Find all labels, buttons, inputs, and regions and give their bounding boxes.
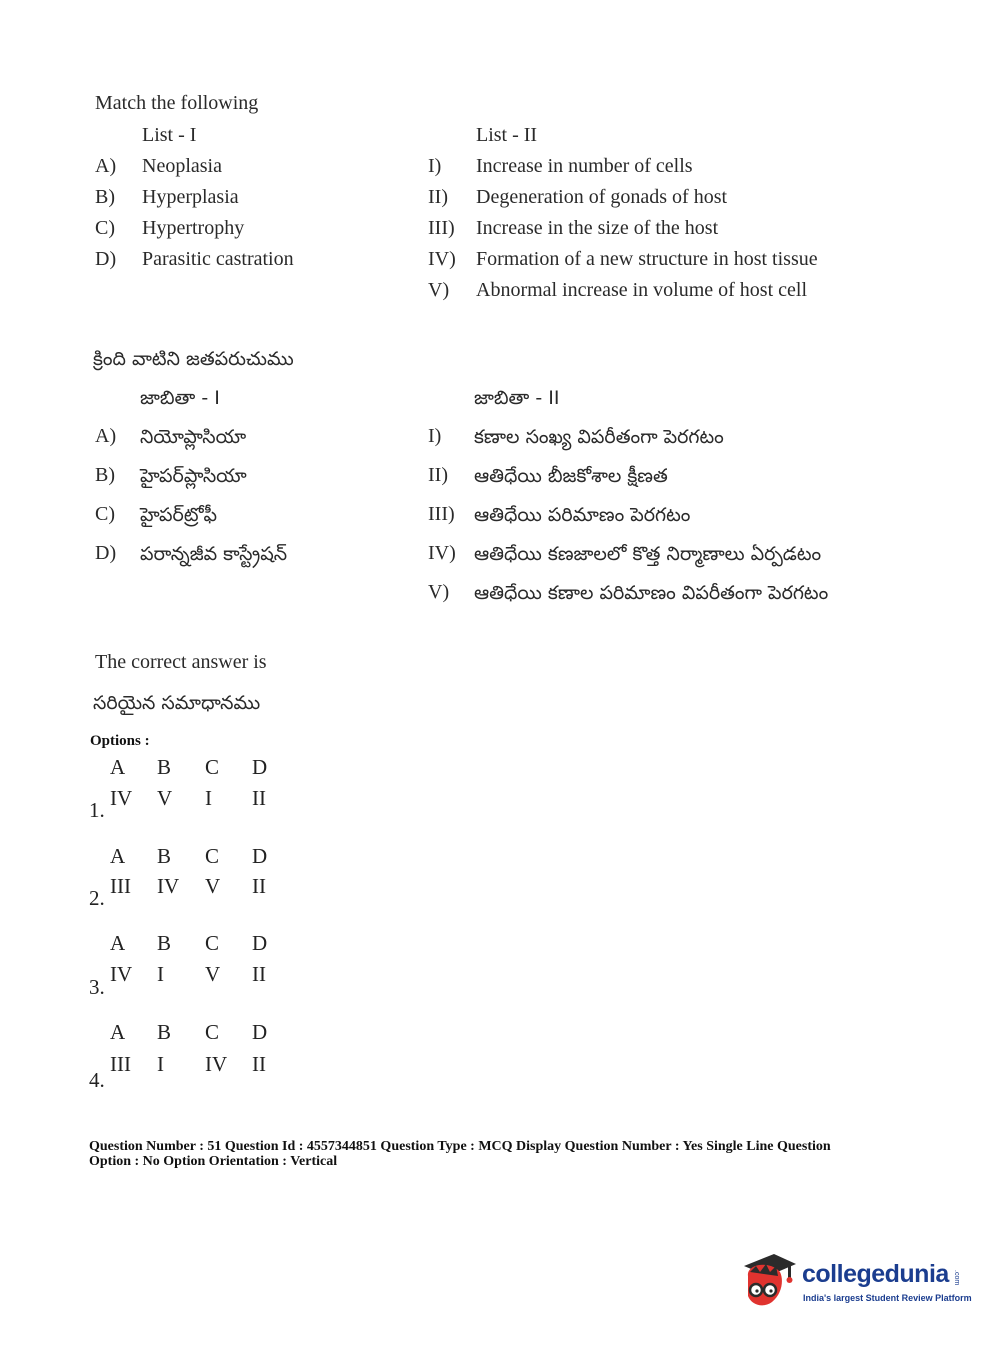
list1-key: D) xyxy=(95,248,117,270)
option-number: 1. xyxy=(89,798,105,822)
option-header: D xyxy=(252,931,268,955)
option-value: III xyxy=(110,874,131,898)
list2-header-en: List - II xyxy=(476,124,538,146)
option-header: C xyxy=(205,755,220,779)
option-value: I xyxy=(205,786,212,810)
logo-tagline: India's largest Student Review Platform xyxy=(803,1293,972,1303)
logo-wordmark: collegedunia xyxy=(802,1260,949,1288)
list2-item: Formation of a new structure in host tissue xyxy=(476,248,818,270)
option-header: A xyxy=(110,1020,126,1044)
option-value: IV xyxy=(110,786,133,810)
option-value: V xyxy=(205,962,221,986)
list1-header-te: జాబితా - I xyxy=(140,387,220,409)
option-value: I xyxy=(157,962,164,986)
option-value: IV xyxy=(110,962,133,986)
logo-suffix: .com xyxy=(953,1270,960,1286)
option-number: 4. xyxy=(89,1068,105,1092)
option-value: IV xyxy=(205,1052,228,1076)
option-header: B xyxy=(157,755,172,779)
option-value: II xyxy=(252,962,266,986)
collegedunia-logo xyxy=(740,1250,970,1314)
list1-key: B) xyxy=(95,186,115,208)
list2-header-te: జాబితా - II xyxy=(474,387,560,409)
option-header: B xyxy=(157,844,172,868)
option-header: C xyxy=(205,1020,220,1044)
option-value: IV xyxy=(157,874,180,898)
options-label: Options : xyxy=(90,733,150,749)
list1-header-en: List - I xyxy=(142,124,197,146)
list2-item: కణాల సంఖ్య విపరీతంగా పెరగటం xyxy=(474,426,724,448)
list2-item: Degeneration of gonads of host xyxy=(476,186,728,208)
list2-key: II) xyxy=(428,464,448,486)
option-header: B xyxy=(157,931,172,955)
answer-prompt-en: The correct answer is xyxy=(95,651,267,673)
option-value: III xyxy=(110,1052,131,1076)
list1-key: D) xyxy=(95,542,117,564)
list1-key: B) xyxy=(95,464,115,486)
list2-key: IV) xyxy=(428,542,456,564)
option-header: D xyxy=(252,1020,268,1044)
list2-key: I) xyxy=(428,425,442,447)
list2-item: Abnormal increase in volume of host cell xyxy=(476,279,808,301)
option-value: V xyxy=(205,874,221,898)
option-value: II xyxy=(252,1052,266,1076)
question-title-te: క్రింది వాటిని జతపరుచుము xyxy=(93,348,294,370)
list1-key: C) xyxy=(95,217,115,239)
list2-key: V) xyxy=(428,581,450,603)
list2-key: II) xyxy=(428,186,448,208)
option-value: II xyxy=(252,874,266,898)
list1-item: Hypertrophy xyxy=(142,217,245,239)
list1-key: C) xyxy=(95,503,115,525)
option-value: II xyxy=(252,786,266,810)
list1-item: Neoplasia xyxy=(142,155,222,177)
option-header: D xyxy=(252,755,268,779)
question-title-en: Match the following xyxy=(95,92,259,114)
option-number: 3. xyxy=(89,975,105,999)
list2-key: III) xyxy=(428,217,455,239)
mascot-icon xyxy=(740,1250,798,1312)
list1-item: Hyperplasia xyxy=(142,186,239,208)
list1-item: నియోప్లాసియా xyxy=(140,426,247,448)
option-header: A xyxy=(110,755,126,779)
list1-item: Parasitic castration xyxy=(142,248,294,270)
option-header: A xyxy=(110,844,126,868)
list1-item: పరాన్నజీవ కాస్ట్రేషన్ xyxy=(140,543,288,565)
option-number: 2. xyxy=(89,886,105,910)
list1-item: హైపర్‌ట్రోఫీ xyxy=(140,504,218,526)
option-header: C xyxy=(205,931,220,955)
list2-item: Increase in the size of the host xyxy=(476,217,719,239)
list1-key: A) xyxy=(95,155,117,177)
list2-item: ఆతిధేయి కణాల పరిమాణం విపరీతంగా పెరగటం xyxy=(474,582,829,604)
list2-item: Increase in number of cells xyxy=(476,155,693,177)
option-value: V xyxy=(157,786,173,810)
question-metadata-line1: Question Number : 51 Question Id : 4557344851 Question Type : MCQ Display Question Number : Yes Single Line Question xyxy=(89,1139,831,1154)
list1-item: హైపర్‌ప్లాసియా xyxy=(140,465,247,487)
list2-item: ఆతిధేయి కణజాలలో కొత్త నిర్మాణాలు ఏర్పడటం xyxy=(474,543,822,565)
option-header: C xyxy=(205,844,220,868)
list1-key: A) xyxy=(95,425,117,447)
option-header: B xyxy=(157,1020,172,1044)
question-metadata-line2: Option : No Option Orientation : Vertical xyxy=(89,1154,338,1169)
list2-key: III) xyxy=(428,503,455,525)
list2-key: V) xyxy=(428,279,450,301)
list2-key: IV) xyxy=(428,248,456,270)
answer-prompt-te: సరియైన సమాధానము xyxy=(93,692,261,714)
list2-key: I) xyxy=(428,155,442,177)
option-value: I xyxy=(157,1052,164,1076)
list2-item: ఆతిధేయి పరిమాణం పెరగటం xyxy=(474,504,691,526)
option-header: A xyxy=(110,931,126,955)
list2-item: ఆతిధేయి బీజకోశాల క్షీణత xyxy=(474,465,668,487)
option-header: D xyxy=(252,844,268,868)
